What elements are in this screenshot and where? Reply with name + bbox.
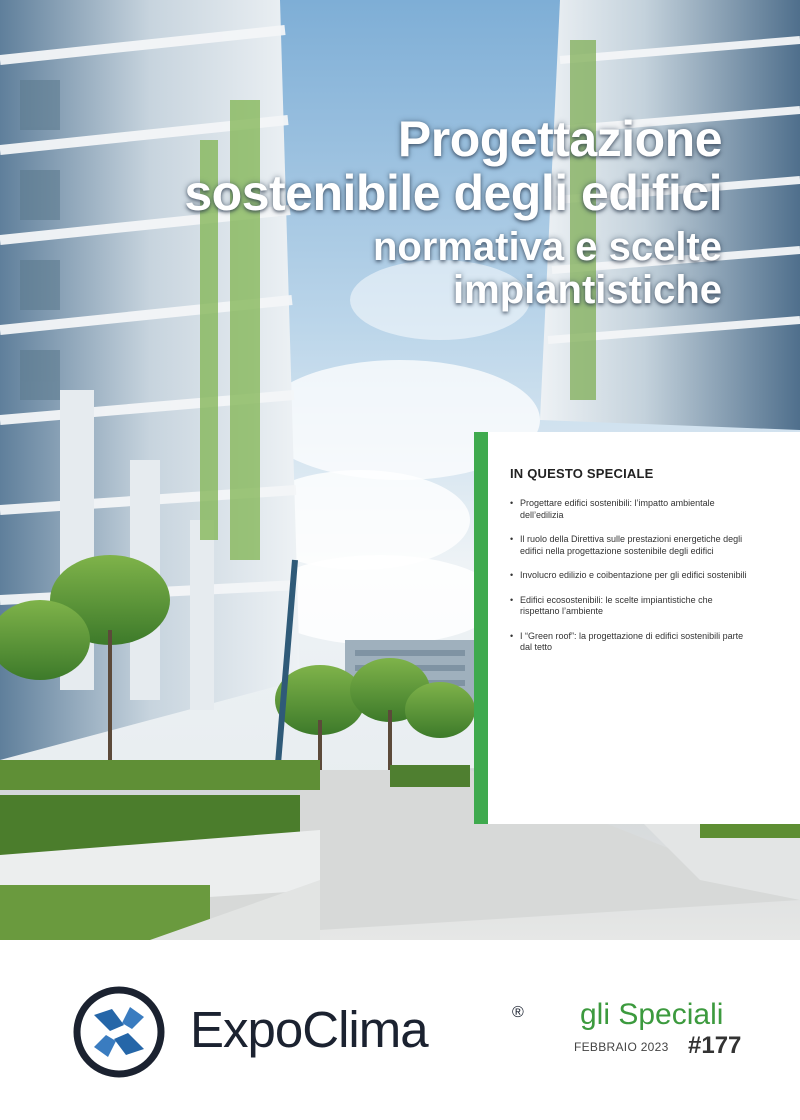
subtitle-line-2: impiantistiche — [453, 268, 722, 313]
list-item: • Progettare edifici sostenibili: l’impatto ambientale dell’edilizia — [510, 498, 748, 521]
brand-name: ExpoClima — [190, 1001, 428, 1058]
special-list — [510, 498, 748, 667]
list-item: • Involucro edilizio e coibentazione per gli edifici sostenibili — [510, 570, 748, 582]
issue-date: FEBBRAIO 2023 — [574, 1040, 669, 1054]
special-contents-box — [474, 432, 800, 824]
accent-bar — [474, 432, 488, 824]
cover-title — [184, 112, 722, 312]
special-heading: IN QUESTO SPECIALE — [510, 466, 654, 481]
title-line-1: Progettazione — [397, 111, 722, 167]
issue-number: #177 — [688, 1032, 742, 1059]
expoclima-logo-icon — [72, 985, 166, 1079]
list-item: • Il ruolo della Direttiva sulle prestazioni energetiche degli edifici nella progettazione sostenibile degli edifici — [510, 534, 748, 557]
series-name: gli Speciali — [580, 998, 724, 1031]
registered-mark: ® — [512, 1004, 524, 1021]
subtitle-line-1: normativa e scelte — [372, 225, 722, 269]
list-item: • Edifici ecosostenibili: le scelte impiantistiche che rispettano l’ambiente — [510, 595, 748, 618]
list-item: • I “Green roof”: la progettazione di edifici sostenibili parte dal tetto — [510, 631, 748, 654]
title-line-2: sostenibile degli edifici — [184, 165, 722, 221]
